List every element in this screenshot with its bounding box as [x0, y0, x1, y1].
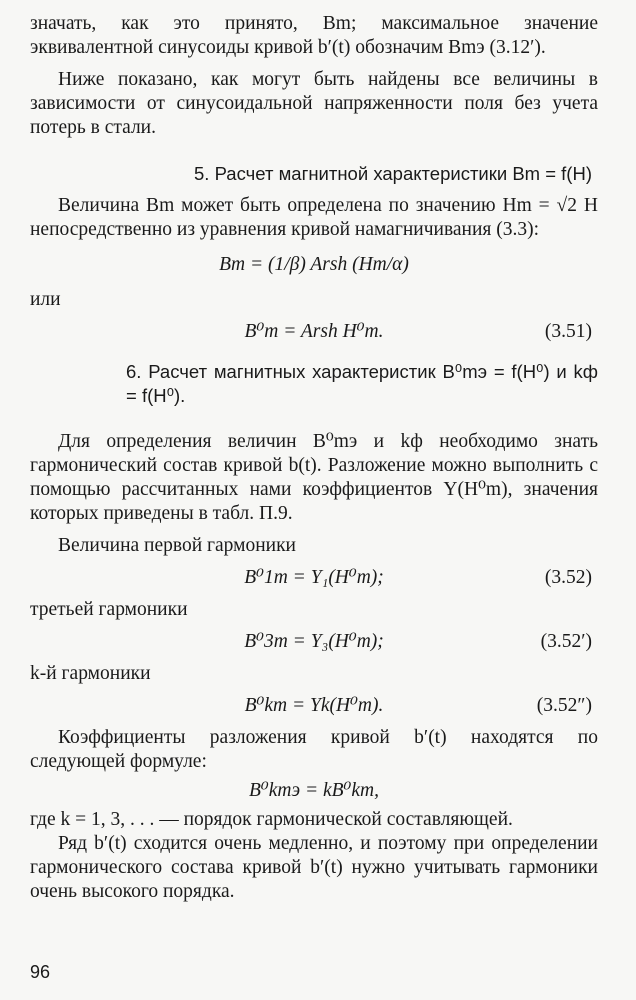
paragraph-continuation: значать, как это принято, Bm; максимальное значение эквивалентной синусоиды кривой b′(t) обозначим Bmэ (3.12′). — [30, 13, 598, 58]
formula-coefficients — [30, 774, 598, 808]
formula-3-51 — [30, 312, 598, 352]
formula-expression: B⁰m = Arsh H⁰m. — [244, 321, 384, 342]
section-heading-6: 6. Расчет магнитных характеристик B⁰mэ = f(H⁰) и kф = f(H⁰). — [126, 361, 598, 406]
formula-expression: Bm = (1/β) Arsh (Hm/α) — [219, 254, 409, 275]
formula-expression: B⁰1m = Y₁(H⁰m); — [244, 567, 384, 588]
paragraph-coefficients: Коэффициенты разложения кривой b′(t) находятся по следующей формуле: — [30, 727, 598, 772]
equation-number: (3.52′) — [540, 631, 592, 652]
paragraph-intro: Ниже показано, как могут быть найдены все величины в зависимости от синусоидальной напряженности поля без учета потерь в стали. — [30, 69, 598, 138]
equation-number: (3.52″) — [536, 695, 592, 716]
paragraph-first-harmonic: Величина первой гармоники — [58, 535, 296, 556]
section-heading-5: 5. Расчет магнитной характеристики Bm = f(H) — [194, 163, 592, 184]
paragraph-harmonic-composition: Для определения величин B⁰mэ и kф необходимо знать гармонический состав кривой b(t). Разложение можно выполнить с помощью рассчитанных нами коэффициентов Y(H⁰m), значения которых приведены в табл. П.9. — [30, 431, 598, 524]
paragraph-convergence: Ряд b′(t) сходится очень медленно, и поэтому при определении гармонического состава кривой b′(t) нужно учитывать гармоники очень высокого порядка. — [30, 833, 598, 902]
formula-3-52 — [30, 558, 598, 598]
formula-expression: B⁰3m = Y₃(H⁰m); — [244, 631, 384, 652]
formula-3-52-double-prime — [30, 686, 598, 726]
paragraph-third-harmonic: третьей гармоники — [30, 599, 188, 620]
paragraph-order: где k = 1, 3, . . . — порядок гармонической составляющей. — [30, 809, 513, 830]
formula-bm-arsh — [30, 242, 598, 288]
formula-3-52-prime — [30, 622, 598, 662]
paragraph-kth-harmonic: k-й гармоники — [30, 663, 151, 684]
equation-number: (3.52) — [544, 567, 592, 588]
paragraph-or: или — [30, 289, 61, 310]
page-number: 96 — [30, 962, 51, 982]
equation-number: (3.51) — [544, 321, 592, 342]
formula-expression: B⁰km = Yk(H⁰m). — [244, 695, 384, 716]
paragraph-bm-definition: Величина Bm может быть определена по значению Hm = √2 H непосредственно из уравнения кривой намагничивания (3.3): — [30, 195, 598, 240]
formula-expression: B⁰kmэ = kB⁰km, — [249, 780, 379, 801]
